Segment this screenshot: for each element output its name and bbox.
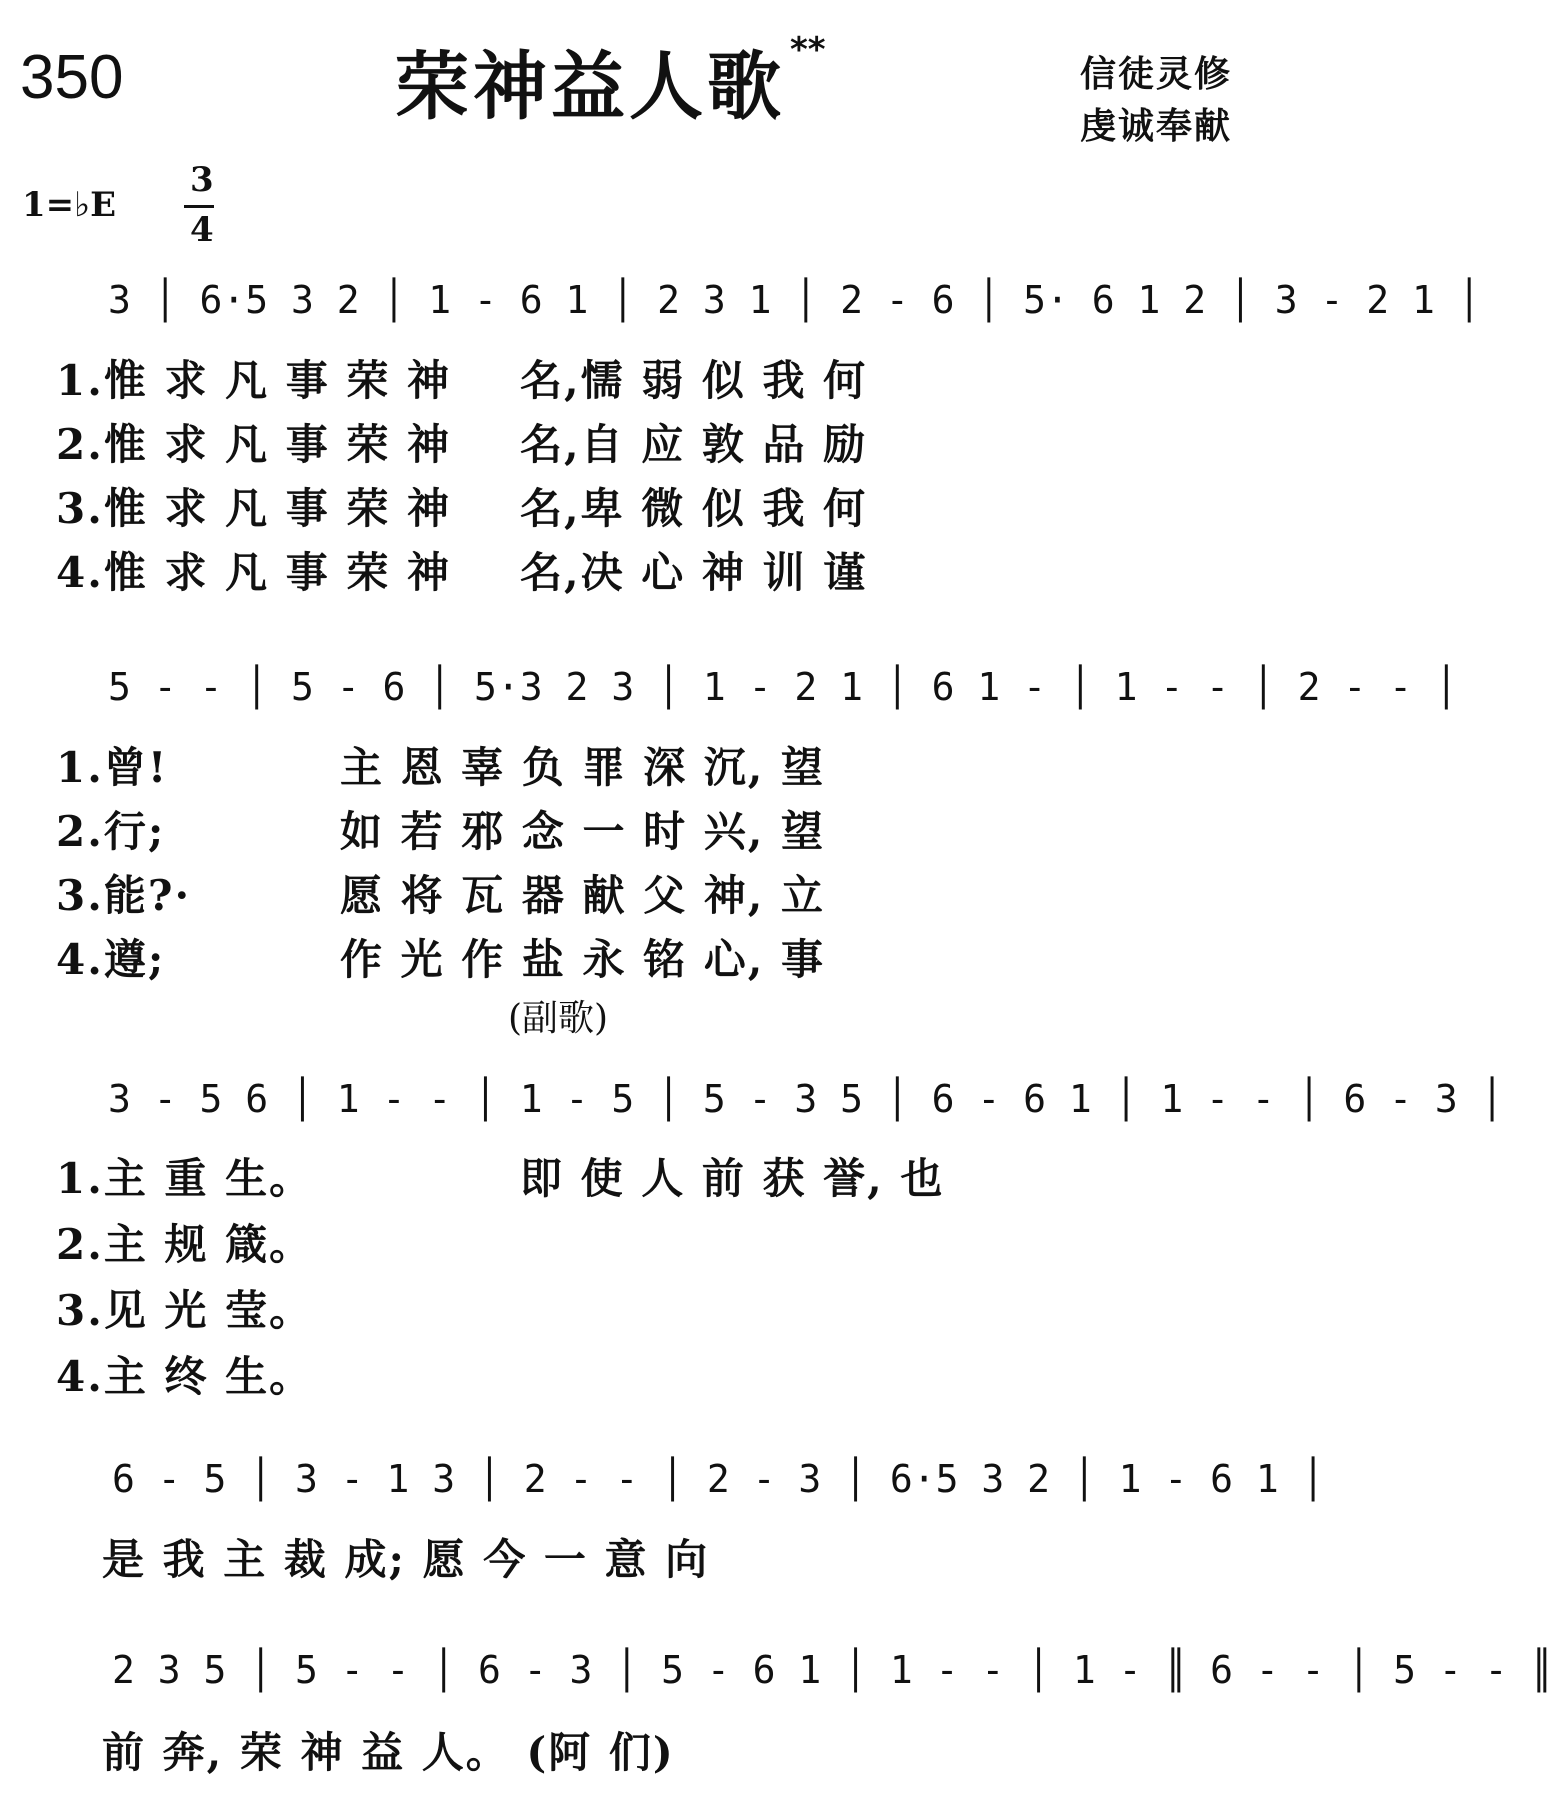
verse-4-line-a: 4.惟 求 凡 事 荣 神 xyxy=(56,548,451,597)
title-asterisks: ** xyxy=(790,30,826,70)
verse-2-line-c: 2.行; xyxy=(56,807,166,856)
verse-1-line-e: 1.主 重 生。 xyxy=(56,1154,314,1203)
verse-4-line-d: 作 光 作 盐 永 铭 心, 事 xyxy=(340,935,825,984)
chorus-line-a: 即 使 人 前 获 誉, 也 xyxy=(520,1154,945,1203)
verse-3-line-e: 3.见 光 莹。 xyxy=(56,1286,314,1335)
verse-3-line-c: 3.能?· xyxy=(56,871,192,920)
hymn-title: 荣神益人歌 xyxy=(395,44,785,130)
verse-2-line-a: 2.惟 求 凡 事 荣 神 xyxy=(56,420,451,469)
verse-2-line-b: 名,自 应 敦 品 励 xyxy=(520,420,868,469)
time-numerator: 3 xyxy=(190,160,214,200)
time-signature-bar xyxy=(184,205,214,208)
category-line-2: 虔诚奉献 xyxy=(1079,106,1232,147)
chorus-line-b: 是 我 主 裁 成; 愿 今 一 意 向 xyxy=(102,1535,710,1584)
verse-4-line-c: 4.遵; xyxy=(56,935,166,984)
verse-1-line-b: 名,懦 弱 似 我 何 xyxy=(520,356,868,405)
notation-row-4: 6 - 5 │ 3 - 1 3 │ 2 - - │ 2 - 3 │ 6·5 3 2 │ 1 - 6 1 │ xyxy=(112,1457,1325,1501)
verse-1-line-a: 1.惟 求 凡 事 荣 神 xyxy=(56,356,451,405)
verse-4-line-e: 4.主 终 生。 xyxy=(56,1352,314,1401)
verse-2-line-e: 2.主 规 箴。 xyxy=(56,1220,314,1269)
verse-3-line-d: 愿 将 瓦 器 献 父 神, 立 xyxy=(340,871,825,920)
notation-row-3: 3 - 5 6 │ 1 - - │ 1 - 5 │ 5 - 3 5 │ 6 - 6 1 │ 1 - - │ 6 - 3 │ xyxy=(108,1077,1504,1121)
chorus-line-c: 前 奔, 荣 神 益 人。 (阿 们) xyxy=(102,1728,675,1777)
verse-1-line-c: 1.曾! xyxy=(56,743,169,792)
chorus-label: (副歌) xyxy=(508,998,609,1039)
notation-row-5: 2 3 5 │ 5 - - │ 6 - 3 │ 5 - 6 1 │ 1 - - │ 1 - ║ 6 - - │ 5 - - ║ xyxy=(112,1648,1553,1692)
verse-3-line-a: 3.惟 求 凡 事 荣 神 xyxy=(56,484,451,533)
verse-2-line-d: 如 若 邪 念 一 时 兴, 望 xyxy=(340,807,825,856)
verse-4-line-b: 名,决 心 神 训 谨 xyxy=(520,548,868,597)
verse-3-line-b: 名,卑 微 似 我 何 xyxy=(520,484,868,533)
notation-row-1: 3 │ 6·5 3 2 │ 1 - 6 1 │ 2 3 1 │ 2 - 6 │ 5· 6 1 2 │ 3 - 2 1 │ xyxy=(108,278,1481,322)
hymn-number: 350 xyxy=(20,43,124,112)
notation-row-2: 5 - - │ 5 - 6 │ 5·3 2 3 │ 1 - 2 1 │ 6 1 - │ 1 - - │ 2 - - │ xyxy=(108,665,1458,709)
time-denominator: 4 xyxy=(190,210,214,250)
verse-1-line-d: 主 恩 辜 负 罪 深 沉, 望 xyxy=(340,743,825,792)
category-line-1: 信徒灵修 xyxy=(1079,54,1232,95)
key-signature: 1=♭E xyxy=(22,185,117,225)
